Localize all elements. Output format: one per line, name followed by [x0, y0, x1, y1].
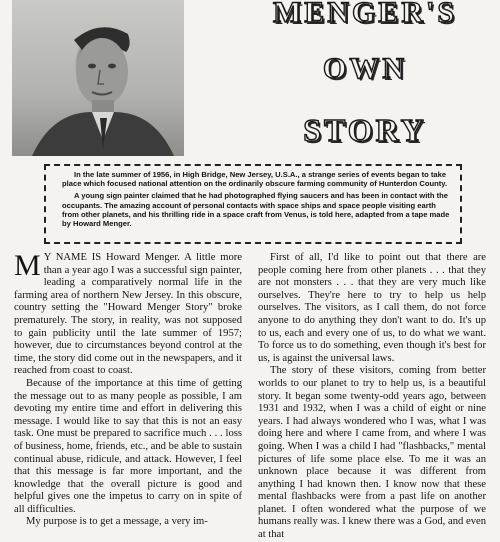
intro-box: [44, 164, 462, 244]
title-line-2: OWN: [323, 52, 407, 85]
intro-paragraph-2: A young sign painter claimed that he had photographed flying saucers and has been in contact with the occupants. The amazing account of personal contacts with space ships and space people visiting earth from other planets, and his thrilling ride in a space craft from Venus, is told here, adapted from a tape made by Howard Menger.: [62, 191, 450, 229]
body-paragraph: Because of the importance at this time of getting the message out to as many people as possible, I am devoting my entire time and effort in delivering this message. I would like to say that this is not an easy task. One must be prepared to sacrifice much . . . loss of business, home, friends, etc., and be able to sustain continual abuse, ridicule, and attack. However, I feel that this message is far more important, and the knowledge that the overall picture is good and helpful gives one the impetus to carry on in spite of all difficulties.: [14, 377, 242, 515]
intro-paragraph-1: In the late summer of 1956, in High Bridge, New Jersey, U.S.A., a strange series of events began to take place which focused national attention on the ordinarily obscure farming community of Hunterdon County.: [62, 170, 448, 189]
left-column: [14, 249, 242, 529]
body-paragraph: My purpose is to get a message, a very im-: [26, 516, 208, 528]
title-line-3: STORY: [303, 112, 427, 148]
title-line-1: MENGER'S: [272, 0, 458, 29]
body-paragraph: First of all, I'd like to point out that there are people coming here from other planets . . . that they are not monsters . . . that they are very much like ourselves. They're here to try to help us help ourselves. The visitors, as I call them, do not force anyone to do anything they don't want to do. It's up to us, each and every one of us, to do what we want. To force us to do something, even though it's best for us, is against the universal laws.: [258, 252, 486, 364]
right-column: [258, 252, 486, 542]
opening-paragraph-text: Y NAME IS Howard Menger. A little more than a year ago I was a successful sign painter, leading a comparatively normal life in the farming area of northern New Jersey. In this obscure, country setting the "Howard Menger Story" broke prematurely. The story, in reality, was not supposed to gain publicity until the late summer of 1957; however, due to circumstances beyond control at the time, the story did come out in the newspapers, and it reached from coast to coast.: [14, 252, 242, 377]
opening-paragraph: [14, 249, 242, 378]
body-paragraph: The story of these visitors, coming from better worlds to our planet to try to help us, is a beautiful story. It began some twenty-odd years ago, between 1931 and 1932, when I was a child of eight or nine years. I had always wondered who I was, what I was doing here and where I came from, and where I was going. When I was a child I had "flashbacks," mental pictures of life some place else. To me it was an unknown place because it was different from anything I had known then. I know now that these mental flashbacks were from a past life on another planet. I often wondered what the purpose of we humans really was. I knew there was a God, and even at that: [258, 365, 486, 541]
drop-cap: M: [14, 249, 41, 282]
author-photo: [12, 0, 184, 156]
